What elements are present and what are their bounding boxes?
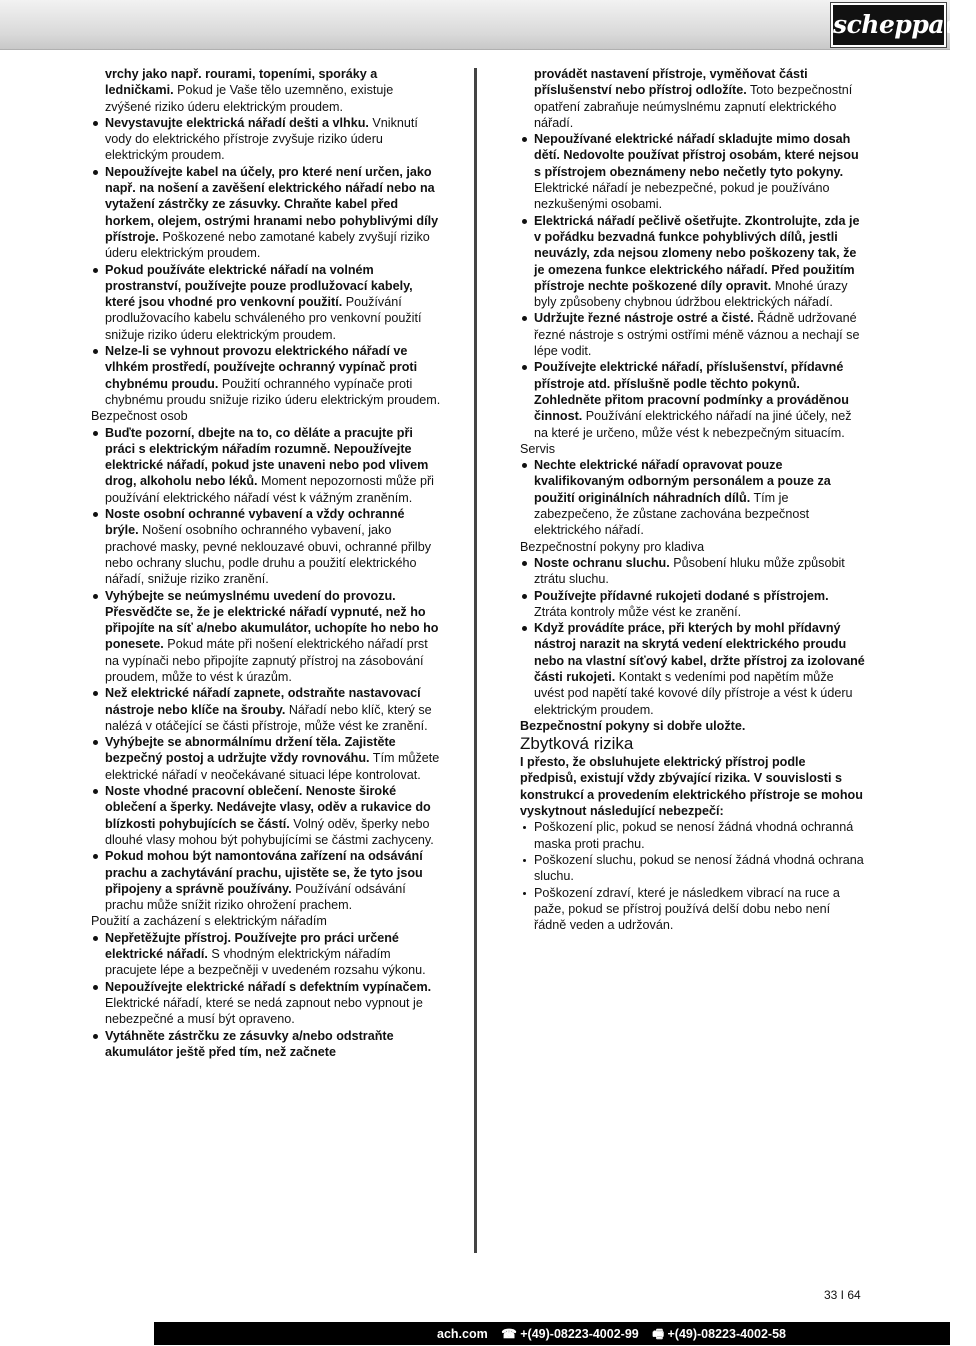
footer-website: ach.com [437,1327,488,1341]
residual-risks-list [520,819,865,933]
list-item: Vytáhněte zástrčku ze zásuvky a/nebo odstraňte akumulátor ještě před tím, než začnete [91,1028,441,1061]
list-item: Pokud používáte elektrické nářadí na volném prostranství, používejte pouze prodlužovací kabely, které jsou vhodné pro venkovní použití. Používání prodlužovacího kabelu schváleného pro venkovní použití snižuje riziko úderu elektrickým proudem. [91,262,441,343]
list-item: Používejte elektrické nářadí, příslušenství, přídavné přístroje atd. příslušně podle těchto pokynů. Zohledněte přitom pracovní podmínky a prováděnou činnost. Používání elektrického nářadí na jiné účely, než na které je určeno, může vést k nebezpečným situacím. [520,359,865,440]
list-item: Poškození sluchu, pokud se nenosí žádná vhodná ochrana sluchu. [520,852,865,885]
section-heading-tool-use: Použití a zacházení s elektrickým nářadím [91,914,327,929]
list-item: Nepoužívané elektrické nářadí skladujte mimo dosah dětí. Nedovolte používat přístroj osobám, které nejsou s přístrojem obeznámeny nebo nečetly tyto pokyny. Elektrické nářadí je nebezpečné, pokud je používáno nezkušenými osobami. [520,131,865,212]
footer-bar [0,1322,950,1345]
footer-fax: 🖷 +(49)-08223-4002-58 [652,1327,786,1341]
list-item: Poškození zdraví, které je následkem vibrací na ruce a paže, pokud se přístroj používá delší dobu nebo není řádně veden a udržován. [520,885,865,934]
section-heading-service: Servis [520,441,555,456]
list-item: Nelze-li se vyhnout provozu elektrického nářadí ve vlhkém prostředí, používejte ochranný vypínač proti chybnému proudu. Použití ochranného vypínače proti chybnému proudu snižuje riziko úderu elektrickým proudem. [91,343,441,408]
left-column [91,66,441,1060]
list-item: Noste osobní ochranné vybavení a vždy ochranné brýle. Nošení osobního ochranného vybavení, jako prachové masky, pevné neklouzavé obuvi, ochranné přilby nebo ochrany sluchu, podle druhu a použití elektrického nářadí, snižuje riziko zranění. [91,506,441,587]
column-divider [474,68,477,1253]
list-item: Pokud mohou být namontována zařízení na odsávání prachu a zachytávání prachu, ujistěte se, že tyto jsou připojeny a správně používány. Používání odsávání prachu může snížit riziko ohrožení prachem. [91,848,441,913]
personal-safety-list [91,425,441,914]
list-item: Používejte přídavné rukojeti dodané s přístrojem. Ztráta kontroly může vést ke zranění. [520,588,865,621]
hammer-safety-list [520,555,865,718]
list-item: Nevystavujte elektrická nářadí dešti a vlhku. Vniknutí vody do elektrického přístroje zvyšuje riziko úderu elektrickým proudem. [91,115,441,164]
electrical-safety-list [91,115,441,408]
list-item: Než elektrické nářadí zapnete, odstraňte nastavovací nástroje nebo klíče na šrouby. Nářadí nebo klíč, který se nalézá v otáčející se části přístroje, může vést ke zranění. [91,685,441,734]
list-item: Noste vhodné pracovní oblečení. Nenoste široké oblečení a šperky. Nedávejte vlasy, oděv a rukavice do blízkosti pohybujících se částí. Volný oděv, šperky nebo dlouhé vlasy mohou být pohybujícími se částmi zachyceny. [91,783,441,848]
footer-phone: ☎ +(49)-08223-4002-99 [501,1327,639,1341]
continued-paragraph: provádět nastavení přístroje, vyměňovat části příslušenství nebo přístroj odložíte. Toto bezpečnostní opatření zabraňuje neúmyslnému zapnutí elektrického nářadí. [534,67,853,130]
list-item: Nepoužívejte kabel na účely, pro které není určen, jako např. na nošení a zavěšení elektrického nářadí nebo na vytažení zástrčky ze zásuvky. Chraňte kabel před horkem, olejem, ostrými hranami nebo pohyblivými díly přístroje. Poškozené nebo zamotané kabely zvyšují riziko úderu elektrickým proudem. [91,164,441,262]
list-item: Nepoužívejte elektrické nářadí s defektním vypínačem. Elektrické nářadí, které se nedá zapnout nebo vypnout je nebezpečné a musí být opraveno. [91,979,441,1028]
page-number: 33 I 64 [824,1288,861,1302]
footer-contact [437,1325,796,1346]
brand-logo: scheppach [831,3,946,47]
section-heading-residual-risks: Zbytková rizika [520,734,634,754]
list-item: Noste ochranu sluchu. Působení hluku může způsobit ztrátu sluchu. [520,555,865,588]
header-bar [0,0,976,50]
section-heading-personal-safety: Bezpečnost osob [91,409,188,424]
right-column [520,66,865,933]
list-item: Poškození plic, pokud se nenosí žádná vhodná ochranná maska proti prachu. [520,819,865,852]
footer-blank [0,1322,154,1345]
list-item: Když provádíte práce, při kterých by mohl přídavný nástroj narazit na skrytá vedení elektrického proudu nebo na vlastní síťový kabel, držte přístroj za izolované části rukojeti. Kontakt s vedeními pod napětím může uvést pod napětí také kovové díly přístroje a vést k úderu elektrickým proudem. [520,620,865,718]
residual-risks-intro: I přesto, že obsluhujete elektrický přístroj podle předpisů, existují vždy zbývající rizika. V souvislosti s konstrukcí a provedením elektrického přístroje se mohou vyskytnout následující nebezpečí: [520,755,863,819]
continued-paragraph: vrchy jako např. rourami, topeními, sporáky a ledničkami. Pokud je Vaše tělo uzemněno, existuje zvýšené riziko úderu elektrickým proudem. [105,67,394,114]
list-item: Elektrická nářadí pečlivě ošetřujte. Zkontrolujte, zda je v pořádku bezvadná funkce pohyblivých dílů, jestli neuvázly, zda nejsou zlomeny nebo poškozeny tak, že je omezena funkce elektrického nářadí. Před použitím přístroje nechte poškozené díly opravit. Mnohé úrazy byly způsobeny chybnou údržbou elektrických nářadí. [520,213,865,311]
list-item: Buďte pozorní, dbejte na to, co děláte a pracujte při práci s elektrickým nářadím rozumně. Nepoužívejte elektrické nářadí, pokud jste unaveni nebo pod vlivem drog, alkoholu nebo léků. Moment nepozornosti může při používání elektrického nářadí vést k vážným zraněním. [91,425,441,506]
tool-use-list-continued [520,131,865,441]
list-item: Nechte elektrické nářadí opravovat pouze kvalifikovaným odborným personálem a pouze za použití originálních náhradních dílů. Tím je zabezpečeno, že zůstane zachována bezpečnost elektrického nářadí. [520,457,865,538]
section-heading-hammer-safety: Bezpečnostní pokyny pro kladiva [520,539,705,554]
list-item: Nepřetěžujte přístroj. Používejte pro práci určené elektrické nářadí. S vhodným elektrickým nářadím pracujete lépe a bezpečněji v uvedeném rozsahu výkonu. [91,930,441,979]
list-item: Vyhýbejte se abnormálnímu držení těla. Zajistěte bezpečný postoj a udržujte vždy rovnováhu. Tím můžete elektrické nářadí v neočekávané situaci lépe kontrolovat. [91,734,441,783]
keep-instructions-note: Bezpečnostní pokyny si dobře uložte. [520,718,746,733]
tool-use-list [91,930,441,1060]
service-list [520,457,865,538]
list-item: Udržujte řezné nástroje ostré a čisté. Řádně udržované řezné nástroje s ostrými ostřími méně váznou a nechají se lépe vodit. [520,310,865,359]
list-item: Vyhýbejte se neúmyslnému uvedení do provozu. Přesvědčte se, že je elektrické nářadí vypnuté, než ho připojíte na síť a/nebo akumulátor, uchopíte ho nebo ho ponesete. Pokud máte při nošení elektrického nářadí prst na vypínači nebo připojíte zapnutý přístroj na zásobování proudem, může to vést k úrazům. [91,588,441,686]
